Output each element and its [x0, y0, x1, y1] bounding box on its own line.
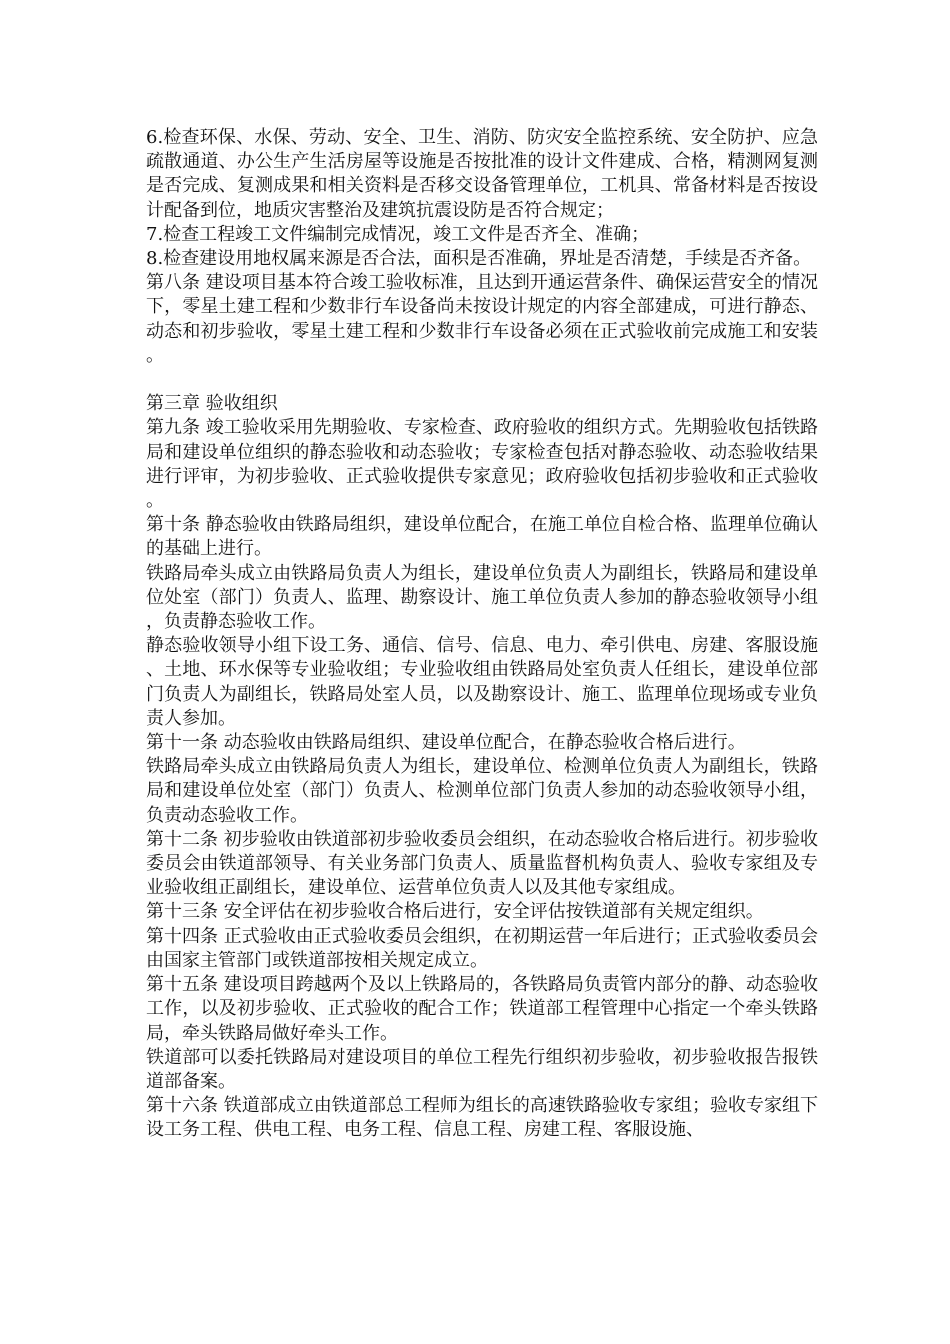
paragraph-dynamic-leadership: 铁路局牵头成立由铁路局负责人为组长，建设单位、检测单位负责人为副组长，铁路局和建设单位处室（部门）负责人、检测单位部门负责人参加的动态验收领导小组，负责动态验收工作。 — [146, 756, 818, 826]
chapter-heading: 第三章 验收组织 — [146, 393, 278, 415]
blank-line — [146, 368, 818, 392]
paragraph-article-10: 第十条 静态验收由铁路局组织，建设单位配合，在施工单位自检合格、监理单位确认的基础上进行。 — [146, 514, 818, 560]
paragraph-item-6: 6.检查环保、水保、劳动、安全、卫生、消防、防灾安全监控系统、安全防护、应急疏散通道、办公生产生活房屋等设施是否按批准的设计文件建成、合格，精测网复测是否完成、复测成果和相关资料是否移交设备管理单位，工机具、常备材料是否按设计配备到位，地质灾害整治及建筑抗震设防是否符合规定； — [146, 127, 818, 221]
paragraph-item-8: 8.检查建设用地权属来源是否合法，面积是否准确，界址是否清楚，手续是否齐备。 — [146, 248, 812, 270]
paragraph-static-leadership: 铁路局牵头成立由铁路局负责人为组长，建设单位负责人为副组长，铁路局和建设单位处室（部门）负责人、监理、勘察设计、施工单位负责人参加的静态验收领导小组，负责静态验收工作。 — [146, 562, 818, 633]
paragraph-item-7: 7.检查工程竣工文件编制完成情况，竣工文件是否齐全、准确； — [146, 223, 650, 245]
paragraph-article-8: 第八条 建设项目基本符合竣工验收标准，且达到开通运营条件、确保运营安全的情况下，零星土建工程和少数非行车设备尚未按设计规定的内容全部建成，可进行静态、动态和初步验收，零星土建工程和少数非行车设备必须在正式验收前完成施工和安装。 — [146, 272, 818, 366]
paragraph-article-16: 第十六条 铁道部成立由铁道部总工程师为组长的高速铁路验收专家组；验收专家组下设工务工程、供电工程、电务工程、信息工程、房建工程、客服设施、 — [146, 1095, 818, 1141]
paragraph-article-14: 第十四条 正式验收由正式验收委员会组织，在初期运营一年后进行；正式验收委员会由国家主管部门或铁道部按相关规定成立。 — [146, 925, 818, 971]
document-page — [146, 126, 818, 1143]
paragraph-article-11: 第十一条 动态验收由铁路局组织、建设单位配合，在静态验收合格后进行。 — [146, 732, 746, 754]
paragraph-article-12: 第十二条 初步验收由铁道部初步验收委员会组织，在动态验收合格后进行。初步验收委员会由铁道部领导、有关业务部门负责人、质量监督机构负责人、验收专家组及专业验收组正副组长，建设单位、运营单位负责人以及其他专家组成。 — [146, 828, 818, 899]
paragraph-article-9: 第九条 竣工验收采用先期验收、专家检查、政府验收的组织方式。先期验收包括铁路局和建设单位组织的静态验收和动态验收；专家检查包括对静态验收、动态验收结果进行评审，为初步验收、正式验收提供专家意见；政府验收包括初步验收和正式验收。 — [146, 417, 818, 512]
paragraph-article-15: 第十五条 建设项目跨越两个及以上铁路局的，各铁路局负责管内部分的静、动态验收工作，以及初步验收、正式验收的配合工作；铁道部工程管理中心指定一个牵头铁路局，牵头铁路局做好牵头工作。 — [146, 974, 818, 1044]
paragraph-static-groups: 静态验收领导小组下设工务、通信、信号、信息、电力、牵引供电、房建、客服设施、土地、环水保等专业验收组；专业验收组由铁路局处室负责人任组长，建设单位部门负责人为副组长，铁路局处室人员，以及勘察设计、施工、监理单位现场或专业负责人参加。 — [146, 635, 818, 729]
paragraph-article-13: 第十三条 安全评估在初步验收合格后进行，安全评估按铁道部有关规定组织。 — [146, 901, 764, 923]
paragraph-entrust: 铁道部可以委托铁路局对建设项目的单位工程先行组织初步验收，初步验收报告报铁道部备案。 — [146, 1046, 818, 1092]
